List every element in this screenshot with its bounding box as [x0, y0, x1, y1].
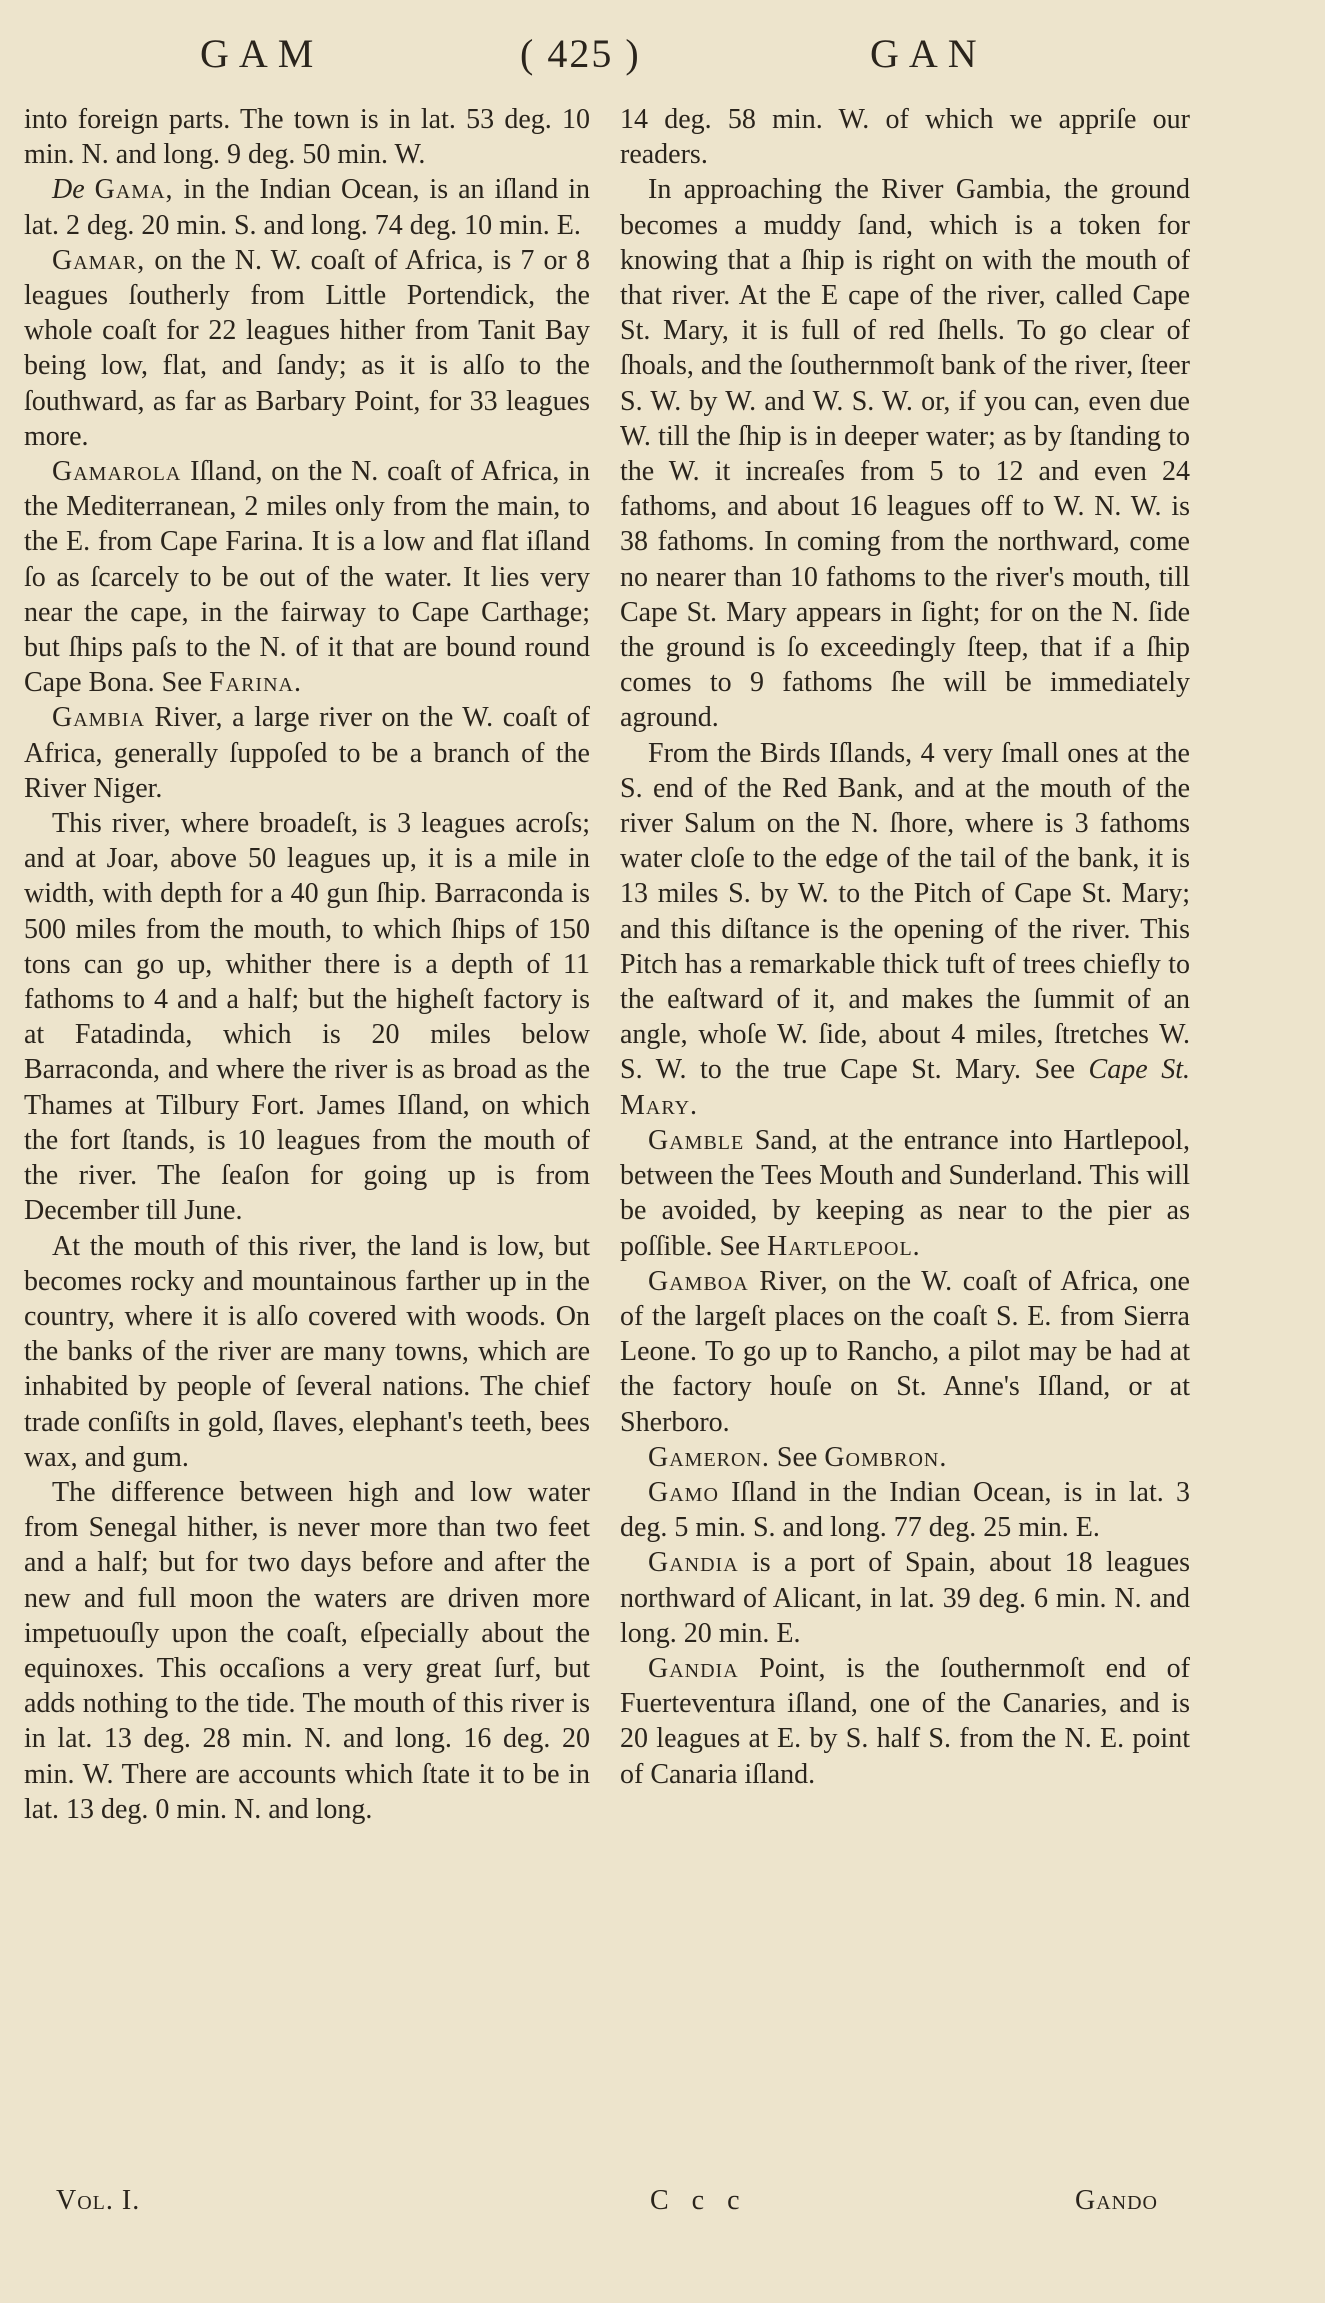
entry-headword: Gamboa [648, 1265, 749, 1297]
header-right-word: GAN [870, 31, 987, 76]
paragraph: into foreign parts. The town is in lat. 53 deg. 10 min. N. and long. 9 deg. 50 min. W. [24, 104, 590, 171]
paragraph: In approaching the River Gambia, the ground becomes a muddy ſand, which is a token for knowing that a ſhip is right on with the mouth of that river. At the E cape of the river, called Cape St. Mary, it is full of red ſhells. To go clear of ſhoals, and the ſouthernmoſt bank of the river, ſteer S. W. by W. and W. S. W. or, if you can, even due W. till the ſhip is in deeper water; as by ſtanding to the W. it increaſes from 5 to 12 and even 24 fathoms, and about 16 leagues off to W. N. W. is 38 fathoms. In coming from the northward, come no nearer than 10 fathoms to the river's mouth, till Cape St. Mary appears in ſight; for on the N. ſide the ground is ſo exceedingly ſteep, that if a ſhip comes to 9 fathoms ſhe will be immediately aground. [620, 174, 1190, 734]
page-number: ( 425 ) [520, 31, 641, 76]
entry-headword: Gambia [52, 702, 145, 734]
paragraph-text: From the Birds Iſlands, 4 very ſmall ones at the S. end of the Red Bank, and at the mouth of the river Salum on the N. ſhore, where is 3 fathoms water cloſe to the edge of the tail of the bank, it is 13 miles S. by W. to the Pitch of Cape St. Mary; and this diſtance is the opening of the river. This Pitch has a remarkable thick tuft of trees chiefly to the eaſtward of it, and makes the ſummit of an angle, whoſe W. ſide, about 4 miles, ſtretches W. S. W. to the true Cape St. Mary. See [620, 737, 1190, 1086]
cross-reference: Farina. [209, 667, 302, 699]
right-column [620, 102, 1190, 1792]
entry-headword: Gandia [648, 1652, 739, 1684]
entry-gambia [24, 700, 590, 806]
signature-mark: C c c [650, 2185, 748, 2216]
entry-text: Iſland in the Indian Ocean, is in lat. 3 deg. 5 min. S. and long. 77 deg. 25 min. E. [620, 1476, 1190, 1544]
entry-gameron [620, 1440, 1190, 1475]
entry-headword: Gandia [648, 1547, 739, 1579]
entry-gandia [620, 1545, 1190, 1651]
cross-reference: Gombron. [824, 1441, 948, 1473]
paragraph: The difference between high and low water from Senegal hither, is never more than two feet and a half; but for two days before and after the new and full moon the waters are driven more impetuouſly upon the coaſt, eſpecially about the equinoxes. This occaſions a very great ſurf, but adds nothing to the tide. The mouth of this river is in lat. 13 deg. 28 min. N. and long. 16 deg. 20 min. W. There are accounts which ſtate it to be in lat. 13 deg. 0 min. N. and long. [24, 1476, 590, 1825]
entry-gandia-point [620, 1651, 1190, 1792]
entry-text: Sand, at the entrance into Hartlepool, between the Tees Mouth and Sunderland. This will be avoided, by keeping as near to the pier as poſſible. See [620, 1124, 1190, 1262]
entry-headword: Gamar, [52, 244, 146, 276]
entry-headword: Gameron. [648, 1441, 770, 1473]
entry-gamo [620, 1475, 1190, 1545]
paragraph [620, 736, 1190, 1123]
entry-text: See [769, 1441, 825, 1473]
cross-reference: Mary. [620, 1089, 699, 1121]
entry-headword: Gamble [648, 1124, 745, 1156]
paragraph: At the mouth of this river, the land is low, but becomes rocky and mountainous farther up in the country, where it is alſo covered with woods. On the banks of the river are many towns, which are inhabited by people of ſeveral nations. The chief trade conſiſts in gold, ſlaves, elephant's teeth, bees wax, and gum. [24, 1230, 590, 1473]
entry-text: in the Indian Ocean, is an iſland in lat. 2 deg. 20 min. S. and long. 74 deg. 10 min. E. [24, 174, 591, 241]
paragraph: This river, where broadeſt, is 3 leagues acroſs; and at Joar, above 50 leagues up, it is a mile in width, with depth for a 40 gun ſhip. Barraconda is 500 miles from the mouth, to which ſhips of 150 tons can go up, whither there is a depth of 11 fathoms to 4 and a half; but the higheſt factory is at Fatadinda, which is 20 miles below Barraconda, and where the river is as broad as the Thames at Tilbury Fort. James Iſland, on which the fort ſtands, is 10 leagues from the mouth of the river. The ſeaſon for going up is from December till June. [24, 808, 590, 1227]
entry-prefix: De [52, 174, 85, 206]
cross-reference: Hartlepool. [766, 1230, 921, 1262]
entry-headword: Gama, [94, 174, 174, 206]
entry-gamar [24, 243, 590, 454]
entry-text: Point, is the ſouthernmoſt end of Fuerteventura iſland, one of the Canaries, and is 20 leagues at E. by S. half S. from the N. E. point of Canaria iſland. [620, 1652, 1190, 1790]
cross-reference-italic: Cape St. [1088, 1054, 1190, 1086]
paragraph: 14 deg. 58 min. W. of which we appriſe our readers. [620, 104, 1190, 171]
entry-de-gama [24, 172, 590, 242]
entry-text: Iſland, on the N. coaſt of Africa, in the Mediterranean, 2 miles only from the main, to the E. from Cape Farina. It is a low and flat iſland ſo as ſcarcely to be out of the water. It lies very near the cape, in the fairway to Cape Carthage; but ſhips paſs to the N. of it that are bound round Cape Bona. See [24, 456, 590, 699]
entry-gamble [620, 1123, 1190, 1264]
page-footer [0, 2185, 1325, 2229]
entry-gamarola [24, 454, 590, 700]
entry-headword: Gamarola [52, 456, 182, 488]
volume-label: Vol. I. [56, 2185, 141, 2216]
entry-text: River, on the W. coaſt of Africa, one of the largeſt places on the coaſt S. E. from Sierra Leone. To go up to Rancho, a pilot may be had at the factory houſe on St. Anne's Iſland, or at Sherboro. [620, 1265, 1190, 1438]
entry-text: is a port of Spain, about 18 leagues northward of Alicant, in lat. 39 deg. 6 min. N. and long. 20 min. E. [620, 1547, 1190, 1649]
entry-text: River, a large river on the W. coaſt of Africa, generally ſuppoſed to be a branch of the River Niger. [24, 702, 590, 804]
running-header [0, 30, 1325, 90]
entry-text: on the N. W. coaſt of Africa, is 7 or 8 leagues ſoutherly from Little Portendick, the whole coaſt for 22 leagues hither from Tanit Bay being low, flat, and ſandy; as it is alſo to the ſouthward, as far as Barbary Point, for 33 leagues more. [24, 244, 590, 452]
entry-headword: Gamo [648, 1476, 719, 1508]
catchword: Gando [1075, 2185, 1158, 2216]
left-column [24, 102, 590, 1827]
entry-gamboa [620, 1264, 1190, 1440]
header-left-word: GAM [200, 31, 324, 76]
